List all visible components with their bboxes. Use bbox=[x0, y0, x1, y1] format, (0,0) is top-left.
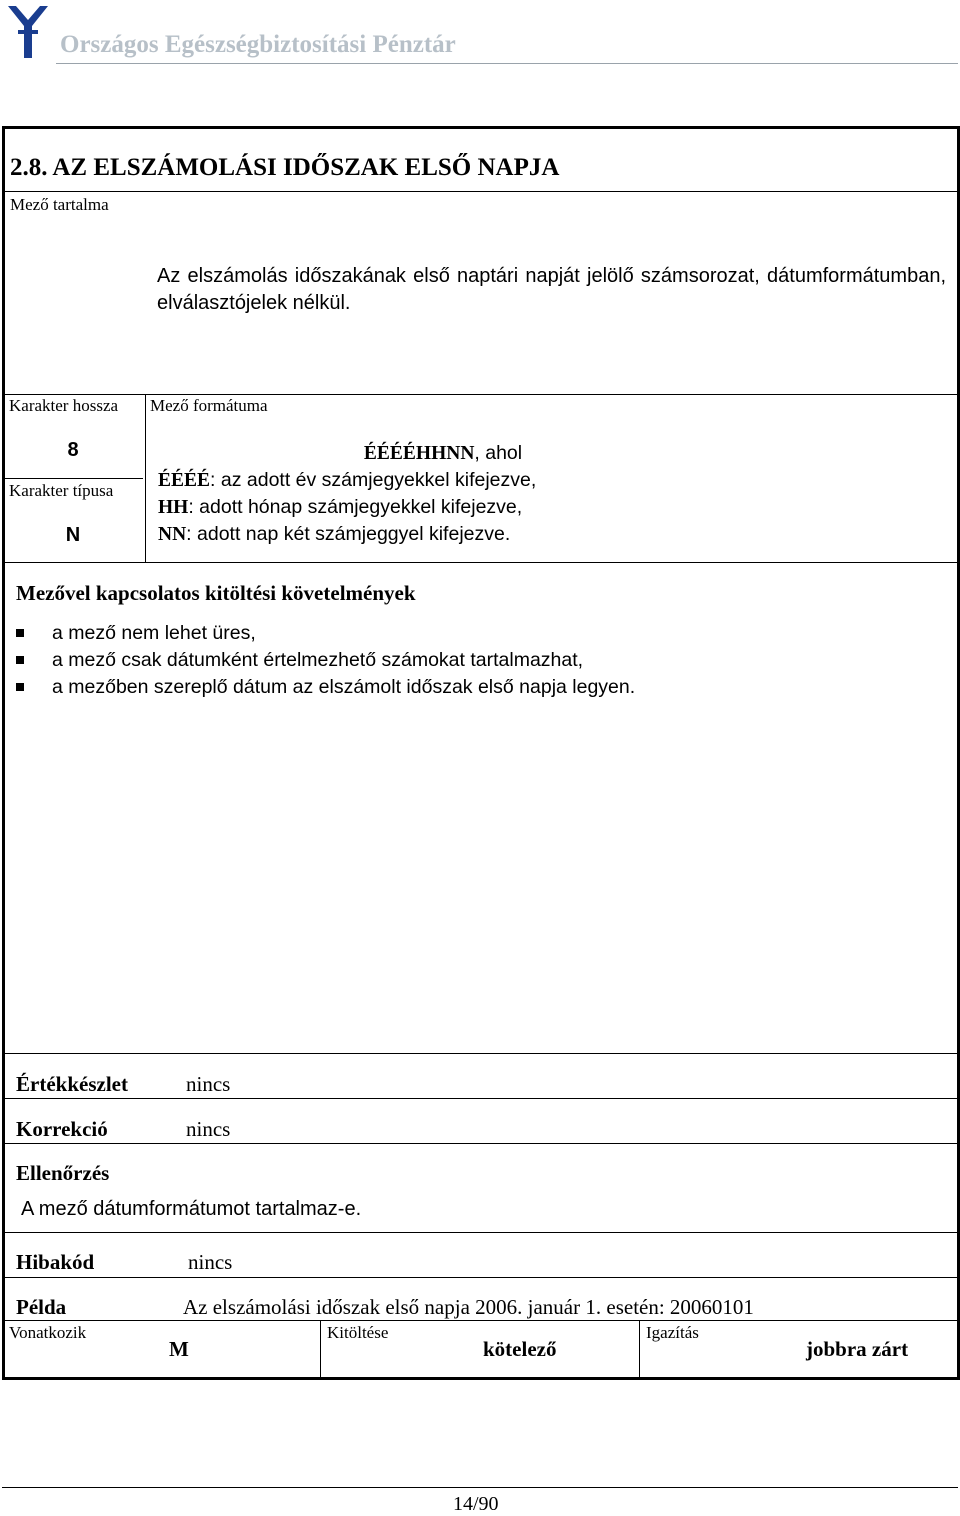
correction-value: nincs bbox=[186, 1117, 231, 1141]
filling-value: kötelező bbox=[483, 1337, 557, 1361]
divider bbox=[5, 1143, 957, 1144]
format-code: HH bbox=[158, 497, 189, 518]
page-number: 14/90 bbox=[453, 1493, 499, 1515]
value-set-value: nincs bbox=[186, 1072, 231, 1096]
format-text: : adott nap két számjeggyel kifejezve. bbox=[186, 523, 511, 545]
divider bbox=[639, 1320, 640, 1377]
alignment-label: Igazítás bbox=[646, 1323, 699, 1342]
char-type-value: N bbox=[65, 524, 81, 546]
check-label: Ellenőrzés bbox=[16, 1161, 110, 1185]
applies-to-value: M bbox=[169, 1337, 189, 1361]
divider bbox=[5, 1232, 957, 1233]
footer-divider bbox=[2, 1487, 958, 1488]
list-item-text: a mező nem lehet üres, bbox=[52, 622, 256, 644]
divider bbox=[320, 1320, 321, 1377]
section-title: 2.8. AZ ELSZÁMOLÁSI IDŐSZAK ELSŐ NAPJA bbox=[10, 154, 560, 181]
requirements-list bbox=[16, 620, 635, 701]
square-bullet-icon bbox=[16, 683, 24, 691]
format-pattern-line bbox=[158, 440, 728, 467]
correction-label: Korrekció bbox=[16, 1117, 108, 1141]
format-code: ÉÉÉÉ bbox=[158, 470, 211, 491]
header-divider bbox=[56, 63, 958, 64]
alignment-value: jobbra zárt bbox=[806, 1337, 909, 1361]
char-length-value: 8 bbox=[67, 439, 79, 461]
list-item bbox=[16, 674, 635, 701]
filling-label: Kitöltése bbox=[327, 1323, 389, 1342]
format-pattern-suffix: , ahol bbox=[474, 442, 523, 464]
format-pattern: ÉÉÉÉHHNN bbox=[363, 443, 475, 464]
list-item bbox=[16, 647, 635, 674]
error-code-label: Hibakód bbox=[16, 1250, 95, 1274]
org-name: Országos Egészségbiztosítási Pénztár bbox=[60, 31, 456, 58]
divider bbox=[5, 394, 957, 395]
format-description bbox=[158, 440, 728, 548]
list-item-text: a mezőben szereplő dátum az elszámolt időszak első napja legyen. bbox=[52, 676, 636, 698]
char-type-label: Karakter típusa bbox=[9, 481, 114, 500]
square-bullet-icon bbox=[16, 656, 24, 664]
example-label: Példa bbox=[16, 1295, 67, 1319]
format-label: Mező formátuma bbox=[150, 396, 268, 415]
example-value: Az elszámolási időszak első napja 2006. január 1. esetén: 20060101 bbox=[183, 1295, 754, 1319]
divider bbox=[5, 1320, 957, 1321]
divider bbox=[5, 1098, 957, 1099]
value-set-label: Értékkészlet bbox=[16, 1072, 128, 1096]
format-line bbox=[158, 467, 728, 494]
divider bbox=[5, 562, 957, 563]
list-item-text: a mező csak dátumként értelmezhető számokat tartalmazhat, bbox=[52, 649, 584, 671]
check-value: A mező dátumformátumot tartalmaz-e. bbox=[21, 1198, 362, 1220]
divider bbox=[5, 478, 143, 479]
list-item bbox=[16, 620, 635, 647]
requirements-title: Mezővel kapcsolatos kitöltési követelmények bbox=[16, 581, 416, 605]
applies-to-label: Vonatkozik bbox=[9, 1323, 87, 1342]
error-code-value: nincs bbox=[188, 1250, 233, 1274]
square-bullet-icon bbox=[16, 629, 24, 637]
format-line bbox=[158, 494, 728, 521]
format-line bbox=[158, 521, 728, 548]
divider bbox=[5, 1053, 957, 1054]
divider bbox=[5, 191, 957, 192]
format-code: NN bbox=[158, 524, 187, 545]
format-text: : adott hónap számjegyekkel kifejezve, bbox=[188, 496, 523, 518]
format-text: : az adott év számjegyekkel kifejezve, bbox=[210, 469, 537, 491]
oep-logo-icon bbox=[6, 2, 50, 60]
char-length-label: Karakter hossza bbox=[9, 396, 119, 415]
divider bbox=[5, 1277, 957, 1278]
divider bbox=[145, 394, 146, 562]
content-description: Az elszámolás időszakának első naptári napját jelölő számsorozat, dátumformátumban, elválasztójelek nélkül. bbox=[157, 265, 946, 314]
content-label: Mező tartalma bbox=[10, 195, 109, 214]
